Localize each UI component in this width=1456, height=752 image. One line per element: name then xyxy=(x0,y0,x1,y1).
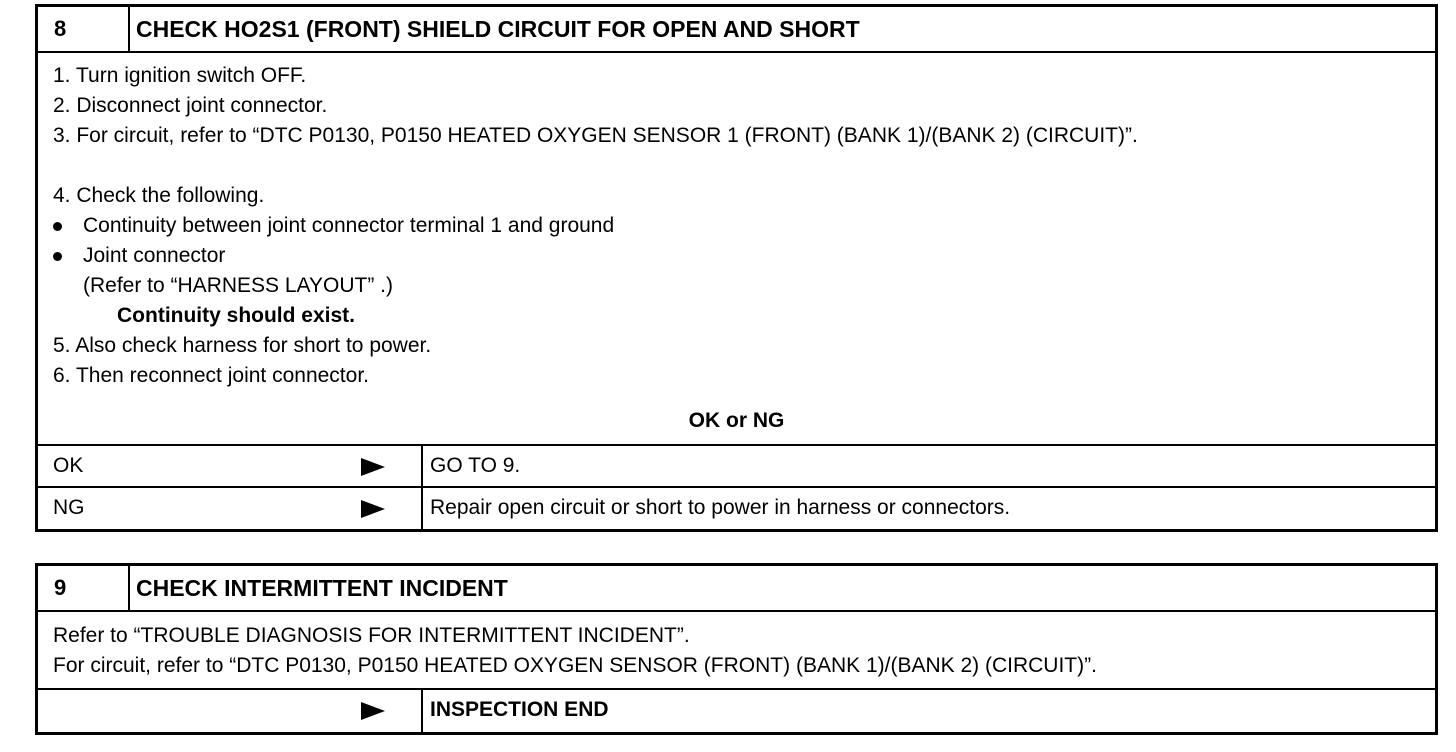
bullet-icon xyxy=(53,222,62,231)
result-row-end xyxy=(38,688,1435,732)
step-9-number: 9 xyxy=(38,566,130,610)
arrow-right-icon xyxy=(361,702,385,720)
step-8-instruction-6: 6. Then reconnect joint connector. xyxy=(53,364,369,387)
step-9-line-1: Refer to “TROUBLE DIAGNOSIS FOR INTERMITTENT INCIDENT”. xyxy=(53,624,690,647)
column-divider xyxy=(421,488,423,529)
step-9-title: CHECK INTERMITTENT INCIDENT xyxy=(136,575,508,601)
step-8-header xyxy=(38,7,1435,53)
arrow-right-icon xyxy=(361,500,385,518)
result-row-ok xyxy=(38,444,1435,486)
result-row-ok-label: OK xyxy=(53,454,84,477)
expected-result: Continuity should exist. xyxy=(117,304,356,327)
bullet-icon xyxy=(53,252,62,261)
step-8-instruction-1: 1. Turn ignition switch OFF. xyxy=(53,64,307,87)
step-8-instruction-5: 5. Also check harness for short to power. xyxy=(53,334,432,357)
ok-or-ng-label: OK or NG xyxy=(688,409,785,432)
step-8-box xyxy=(35,4,1438,532)
step-8-instruction-4: 4. Check the following. xyxy=(53,184,265,207)
step-8-title: CHECK HO2S1 (FRONT) SHIELD CIRCUIT FOR OPEN AND SHORT xyxy=(136,16,860,42)
arrow-right-icon xyxy=(361,458,385,476)
result-row-ok-action: GO TO 9. xyxy=(430,454,521,477)
check-item-continuity-text: Continuity between joint connector terminal 1 and ground xyxy=(83,214,615,237)
result-row-ng-action: Repair open circuit or short to power in harness or connectors. xyxy=(430,496,1011,519)
check-item-joint-connector xyxy=(53,243,225,269)
check-item-joint-connector-text: Joint connector xyxy=(83,244,226,267)
step-9-line-2: For circuit, refer to “DTC P0130, P0150 HEATED OXYGEN SENSOR (FRONT) (BANK 1)/(BANK 2) (CIRCUIT)”. xyxy=(53,654,1097,677)
harness-layout-reference: (Refer to “HARNESS LAYOUT” .) xyxy=(83,274,393,297)
result-row-ng xyxy=(38,486,1435,529)
step-8-instruction-3: 3. For circuit, refer to “DTC P0130, P0150 HEATED OXYGEN SENSOR 1 (FRONT) (BANK 1)/(BANK 2) (CIRCUIT)”. xyxy=(53,124,1138,147)
column-divider xyxy=(421,446,423,486)
step-8-number: 8 xyxy=(38,7,130,51)
column-divider xyxy=(421,690,423,732)
step-9-header xyxy=(38,566,1435,612)
step-9-box xyxy=(35,563,1438,735)
result-row-ng-label: NG xyxy=(53,496,85,519)
inspection-end-label: INSPECTION END xyxy=(430,698,609,721)
check-item-continuity xyxy=(53,213,614,239)
step-8-instruction-2: 2. Disconnect joint connector. xyxy=(53,94,328,117)
